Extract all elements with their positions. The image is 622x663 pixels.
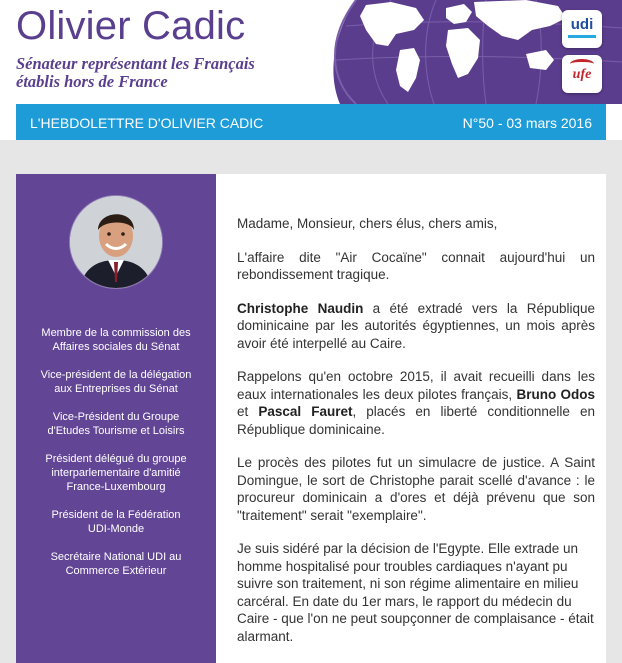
role-item [24, 368, 208, 396]
paragraph-text: Rappelons qu'en octobre 2015, il avait recueilli dans les eaux internationales les deux pilotes français, [237, 369, 595, 402]
role-line: d'Etudes Tourisme et Loisirs [47, 425, 185, 437]
letter-paragraph-2 [237, 300, 595, 353]
role-line: Affaires sociales du Sénat [52, 341, 180, 353]
subtitle-line-1: Sénateur représentant les Français [16, 54, 255, 73]
role-item [24, 550, 208, 578]
role-line: Président délégué du groupe [45, 453, 187, 465]
role-line: Vice-Président du Groupe [52, 411, 180, 423]
role-line: Commerce Extérieur [65, 565, 167, 577]
newsletter-name: L'HEBDOLETTRE D'OLIVIER CADIC [30, 115, 264, 131]
role-item [24, 326, 208, 354]
letter-paragraph-3 [237, 368, 595, 438]
role-item [24, 452, 208, 494]
subtitle-line-2: établis hors de France [16, 72, 168, 91]
ufe-logo-text: ufe [572, 67, 592, 82]
ufe-logo-icon[interactable] [562, 55, 602, 93]
role-line: UDI-Monde [87, 523, 145, 535]
portrait-icon [70, 196, 162, 288]
udi-logo-bar [568, 35, 596, 38]
role-item [24, 410, 208, 438]
senator-portrait-avatar [70, 196, 162, 288]
paragraph-text: a été extradé vers la République dominicaine par les autorités égyptiennes, un mois après avoir été interpellé au Caire. [237, 300, 596, 351]
role-line: Secrétaire National UDI au [50, 551, 182, 563]
role-line: aux Entreprises du Sénat [54, 383, 178, 395]
ufe-swoosh-icon [570, 59, 594, 69]
letter-paragraph-4: Le procès des pilotes fut un simulacre de justice. A Saint Domingue, le sort de Christophe parait scellé d'avance : le procureur dominicain a d'ores et déjà prévenu que son "traitement" serait "exemplaire". [237, 455, 595, 523]
letter-content [237, 215, 595, 661]
page-subtitle [16, 55, 306, 91]
letter-body [216, 174, 606, 663]
person-name: Pascal Fauret [258, 404, 353, 419]
paragraph-text: , placés en liberté conditionnelle en République dominicaine. [237, 404, 595, 437]
newsletter-header [0, 0, 622, 104]
role-line: Vice-président de la délégation [40, 369, 192, 381]
role-item [24, 508, 208, 536]
letter-paragraph-5: Je suis sidéré par la décision de l'Egypte. Elle extrade un homme hospitalisé pour troubles cardiaques n'ayant pu suivre son traitement, ni son régime alimentaire en milieu carcéral. En date du 1er mars, le rapport du médecin du Caire - que l'on ne peut soupçonner de complaisance - était alarmant. [237, 541, 594, 644]
paragraph-text: et [237, 404, 259, 419]
page-title: Olivier Cadic [16, 4, 246, 48]
person-name: Bruno Odos [516, 386, 595, 402]
sidebar [16, 174, 216, 663]
role-line: Membre de la commission des [41, 327, 191, 339]
udi-logo-icon[interactable] [562, 10, 602, 48]
issue-number-date: N°50 - 03 mars 2016 [462, 115, 592, 131]
roles-list [24, 326, 208, 592]
letter-paragraph-1: L'affaire dite "Air Cocaïne" connait aujourd'hui un rebondissement tragique. [237, 249, 595, 282]
role-line: interparlementaire d'amitié [51, 467, 181, 479]
person-name: Christophe Naudin [237, 300, 364, 316]
newsletter-banner [16, 104, 606, 140]
udi-logo-text: udi [570, 16, 594, 33]
role-line: Président de la Fédération [51, 509, 181, 521]
role-line: France-Luxembourg [66, 481, 166, 493]
letter-greeting: Madame, Monsieur, chers élus, chers amis, [237, 216, 498, 231]
